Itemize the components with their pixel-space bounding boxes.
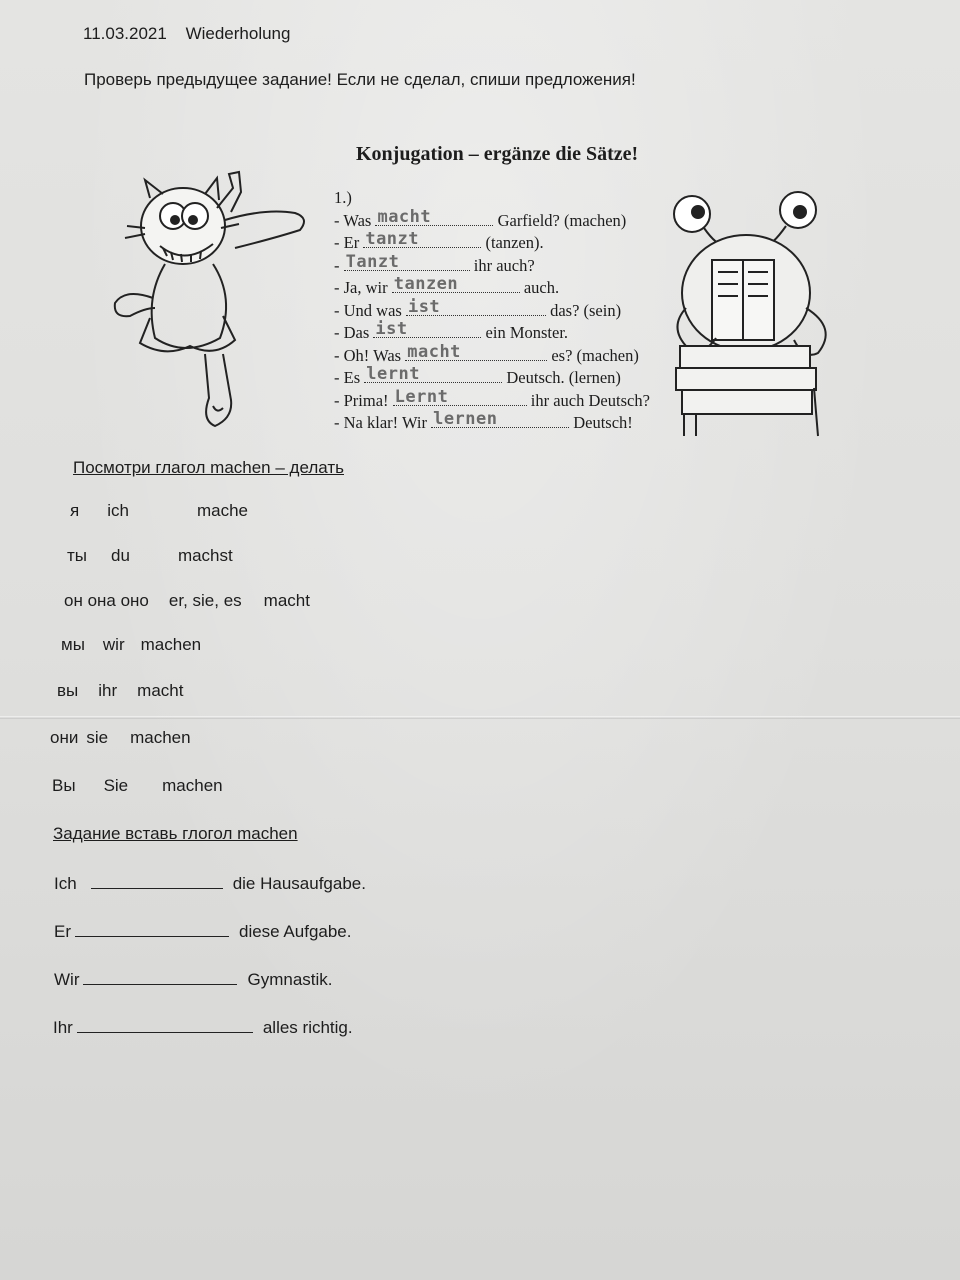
conjugation-german-pronoun: ich (107, 501, 129, 520)
conjugation-russian-pronoun: Вы (52, 776, 76, 795)
conjugation-verb-form: macht (263, 591, 310, 610)
exercise-number: 1.) (334, 188, 352, 207)
conjugation-heading: Посмотри глагол machen – делать (73, 458, 344, 477)
exercise-row-prefix: - Was (334, 210, 376, 230)
header (83, 24, 304, 44)
task-row (54, 872, 366, 894)
conjugation-verb-form: machst (177, 546, 233, 565)
conjugation-row (64, 591, 310, 611)
exercise-row-suffix: auch. (519, 278, 560, 297)
exercise-row (334, 251, 650, 279)
exercise-row-suffix: Deutsch! (569, 413, 633, 432)
handwritten-answer: ist (407, 296, 441, 317)
task-sentence-end: Gymnastik. (247, 970, 333, 989)
exercise-row-suffix: das? (sein) (545, 300, 622, 320)
handwritten-answer: lernt (366, 364, 420, 384)
conjugation-russian-pronoun: вы (57, 681, 79, 700)
handwritten-answer: macht (407, 341, 461, 362)
handwritten-answer: tanzt (365, 229, 420, 249)
answer-blank (373, 319, 481, 339)
conjugation-german-pronoun: du (111, 546, 130, 565)
answer-blank (392, 274, 520, 294)
exercise-row-suffix: Deutsch. (lernen) (502, 368, 621, 387)
exercise-title: Konjugation – ergänze die Sätze! (356, 143, 639, 165)
answer-blank (393, 386, 527, 407)
fill-in-blank (83, 968, 237, 985)
exercise-row-suffix: Garfield? (machen) (493, 210, 627, 230)
exercise-row (334, 364, 650, 391)
conjugation-russian-pronoun: я (70, 501, 80, 520)
handwritten-answer: tanzen (393, 274, 459, 294)
exercise-row (334, 319, 650, 346)
conjugation-row (70, 501, 248, 521)
monster-illustration (668, 188, 848, 438)
fill-in-blank (91, 872, 223, 889)
handwritten-answer: Lernt (394, 386, 449, 407)
exercise-row-prefix: - Na klar! Wir (334, 413, 432, 432)
task-subject: Ihr (53, 1018, 73, 1037)
conjugation-row (57, 681, 183, 701)
conjugation-russian-pronoun: ты (67, 546, 88, 565)
instruction: Проверь предыдущее задание! Если не сделал, спиши предложения! (84, 70, 636, 89)
handwritten-answer: macht (377, 206, 432, 227)
answer-blank (344, 251, 470, 272)
handwritten-answer: ist (375, 319, 408, 339)
handwritten-answer: Tanzt (345, 251, 400, 272)
header-title: Wiederholung (185, 24, 291, 43)
task-row (53, 1016, 353, 1038)
answer-blank (405, 341, 547, 362)
exercise-row-suffix: ihr auch? (469, 255, 535, 275)
conjugation-verb-form: macht (137, 681, 184, 700)
exercise-row (334, 274, 650, 301)
conjugation-row (67, 546, 233, 566)
exercise-row-prefix: - Prima! (334, 390, 393, 410)
exercise-row-prefix: - (334, 255, 344, 275)
task-subject: Wir (54, 970, 80, 989)
answer-blank (363, 229, 481, 249)
conjugation-verb-form: machen (140, 635, 202, 654)
conjugation-russian-pronoun: он она оно (64, 591, 149, 610)
exercise-row-prefix: - Oh! Was (334, 345, 406, 365)
paper-fold (0, 716, 960, 719)
exercise-row-suffix: ein Monster. (481, 323, 569, 342)
conjugation-german-pronoun: wir (102, 635, 125, 654)
conjugation-verb-form: mache (196, 501, 248, 520)
task-sentence-end: alles richtig. (262, 1018, 353, 1037)
exercise-row-suffix: es? (machen) (547, 345, 639, 365)
answer-blank (375, 206, 493, 227)
task-heading: Задание вставь глогол machen (53, 824, 298, 843)
exercise-row-prefix: - Das (334, 323, 374, 342)
conjugation-verb-form: machen (162, 776, 223, 795)
fill-in-blank (75, 920, 229, 937)
conjugation-russian-pronoun: они (50, 728, 79, 747)
conjugation-row (61, 635, 201, 655)
date: 11.03.2021 (83, 24, 167, 43)
task-row (54, 920, 351, 942)
handwritten-answer: lernen (433, 409, 498, 429)
conjugation-german-pronoun: ihr (98, 681, 118, 700)
task-subject: Er (54, 922, 71, 941)
fill-in-blank (77, 1016, 253, 1033)
exercise-row (334, 409, 650, 436)
conjugation-row (50, 728, 191, 748)
garfield-illustration (105, 168, 320, 433)
conjugation-german-pronoun: Sie (103, 776, 129, 795)
task-sentence-end: diese Aufgabe. (239, 922, 352, 941)
exercise-row-suffix: ihr auch Deutsch? (526, 390, 650, 410)
exercise-block (334, 188, 650, 436)
conjugation-german-pronoun: er, sie, es (168, 591, 242, 610)
conjugation-verb-form: machen (130, 728, 191, 747)
answer-blank (406, 296, 546, 317)
exercise-row-prefix: - Und was (334, 300, 406, 320)
exercise-row-prefix: - Er (334, 233, 364, 252)
conjugation-russian-pronoun: мы (61, 635, 85, 654)
conjugation-row (52, 776, 223, 796)
task-subject: Ich (54, 874, 77, 893)
task-row (54, 968, 333, 990)
exercise-row-suffix: (tanzen). (481, 233, 544, 252)
answer-blank (364, 364, 502, 384)
exercise-row-prefix: - Ja, wir (334, 278, 392, 297)
task-sentence-end: die Hausaufgabe. (232, 874, 366, 893)
exercise-row-prefix: - Es (334, 368, 365, 387)
answer-blank (431, 409, 569, 429)
conjugation-german-pronoun: sie (86, 728, 109, 747)
